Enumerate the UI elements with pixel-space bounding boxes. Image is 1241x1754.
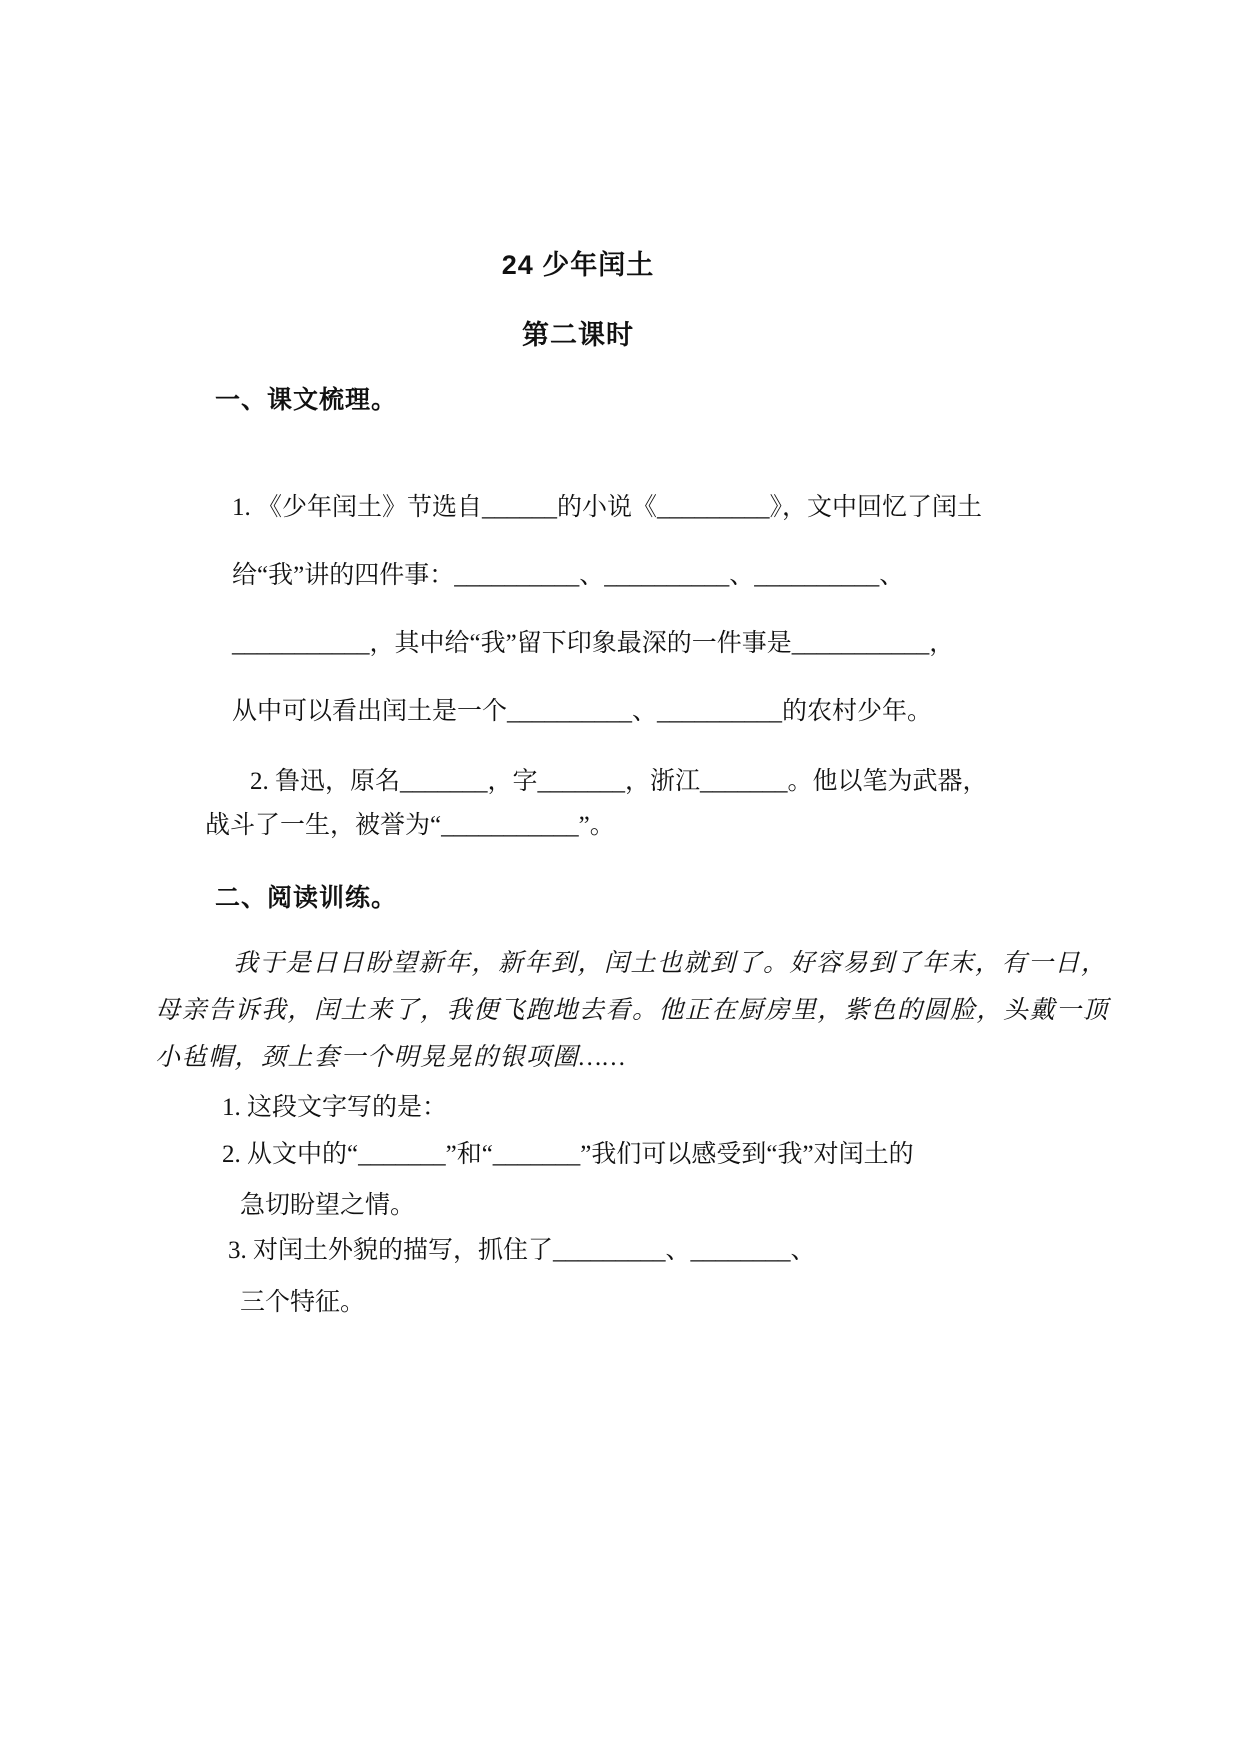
overview-q2-line-1: 2. 鲁迅，原名_______，字_______，浙江_______。他以笔为武器， xyxy=(250,768,988,795)
overview-q2-line-2: 战斗了一生，被誉为“___________”。 xyxy=(205,812,615,839)
overview-q1-line-4: 从中可以看出闰土是一个__________、__________的农村少年。 xyxy=(232,698,933,725)
reading-q2-continuation: 急切盼望之情。 xyxy=(240,1192,416,1219)
section-overview-heading: 一、课文梳理。 xyxy=(215,386,398,414)
reading-q3: 3. 对闰土外貌的描写，抓住了_________、________、 xyxy=(228,1237,816,1264)
reading-passage-line-1: 我于是日日盼望新年，新年到，闰土也就到了。好容易到了年末，有一日， xyxy=(233,950,1108,977)
section-reading-heading: 二、阅读训练。 xyxy=(215,884,398,912)
reading-q1: 1. 这段文字写的是： xyxy=(222,1094,448,1121)
overview-q1-line-3: ___________，其中给“我”留下印象最深的一件事是___________， xyxy=(232,630,955,657)
overview-q1-line-1: 1. 《少年闰土》节选自______的小说《_________》，文中回忆了闰土 xyxy=(232,494,983,521)
reading-q2: 2. 从文中的“_______”和“_______”我们可以感受到“我”对闰土的 xyxy=(222,1141,914,1168)
reading-passage-line-2: 母亲告诉我，闰土来了，我便飞跑地去看。他正在厨房里，紫色的圆脸，头戴一顶 xyxy=(155,997,1110,1024)
lesson-subtitle: 第二课时 xyxy=(522,320,634,350)
reading-q3-continuation: 三个特征。 xyxy=(240,1289,366,1316)
reading-passage-line-3: 小毡帽，颈上套一个明晃晃的银项圈…… xyxy=(155,1044,627,1071)
overview-q1-line-2: 给“我”讲的四件事：__________、__________、__________、 xyxy=(232,562,905,589)
lesson-title: 24 少年闰土 xyxy=(501,250,655,280)
